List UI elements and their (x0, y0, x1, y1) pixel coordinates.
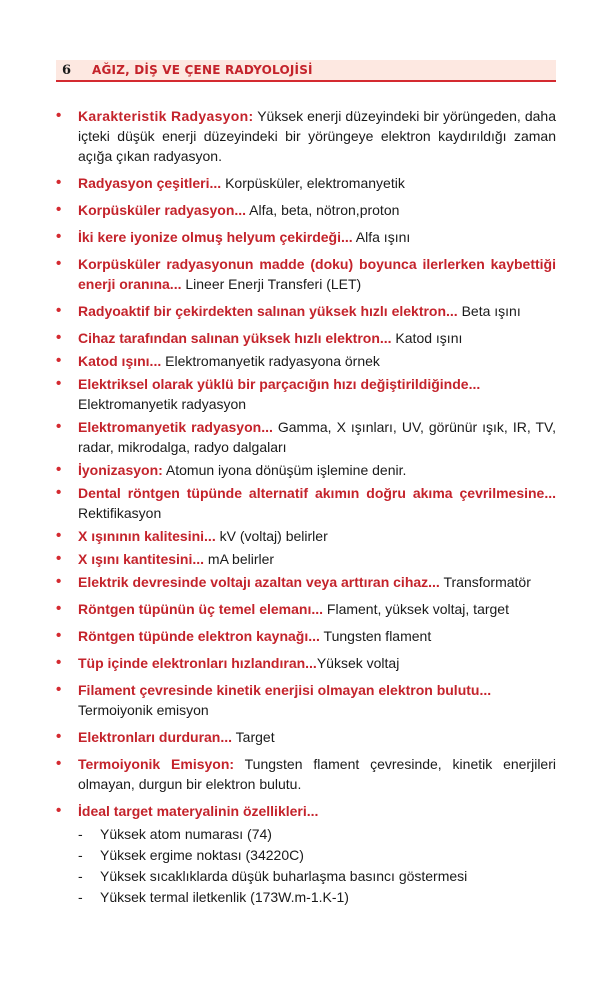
list-item (56, 680, 556, 720)
definition-list (56, 106, 556, 915)
item-term: İdeal target materyalinin özellikleri... (78, 803, 319, 819)
bullet-icon: • (56, 802, 62, 819)
bullet-icon: • (56, 654, 62, 671)
list-item (56, 626, 556, 646)
item-definition: Atomun iyona dönüşüm işlemine denir. (162, 462, 407, 478)
item-term: Dental röntgen tüpünde alternatif akımın doğru akıma çevrilmesine... (78, 485, 556, 501)
item-definition: Alfa ışını (352, 229, 411, 245)
item-definition: Termoiyonik emisyon (78, 702, 209, 718)
bullet-icon: • (56, 755, 62, 772)
list-item (56, 200, 556, 220)
sub-item-text: Yüksek termal iletkenlik (173W.m-1.K-1) (100, 889, 349, 905)
bullet-icon: • (56, 201, 62, 218)
item-definition: Tungsten flament çevresinde, kinetik enerjileri olmayan, durgun bir elektron bulutu. (78, 756, 556, 792)
page-number: 6 (62, 62, 72, 78)
list-item (56, 599, 556, 619)
sub-list-item (78, 866, 556, 887)
item-term: Filament çevresinde kinetik enerjisi olmayan elektron bulutu... (78, 682, 492, 698)
item-term: Korpüsküler radyasyon... (78, 202, 247, 218)
list-item (56, 483, 556, 523)
item-definition: Elektromanyetik radyasyon (78, 396, 247, 412)
item-definition: Transformatör (439, 574, 531, 590)
item-definition: Yüksek enerji düzeyindeki bir yörüngeden, daha içteki düşük enerji düzeyindeki bir yörüngeye elektron kaydırıldığı zaman açığa çıkan radyasyon. (78, 108, 556, 164)
bullet-icon: • (56, 255, 62, 272)
bullet-icon: • (56, 107, 62, 124)
list-item (56, 301, 556, 321)
item-term: Elektromanyetik radyasyon... (78, 419, 273, 435)
item-definition: Flament, yüksek voltaj, target (323, 601, 509, 617)
bullet-icon: • (56, 484, 62, 501)
sub-list (78, 824, 556, 908)
running-header (56, 60, 556, 82)
item-term: Röntgen tüpünün üç temel elemanı... (78, 601, 324, 617)
dash-icon: - (78, 847, 83, 863)
sub-list-item (78, 887, 556, 908)
item-definition: Gamma, X ışınları, UV, görünür ışık, IR, TV, radar, mikrodalga, radyo dalgaları (78, 419, 556, 455)
item-term: Röntgen tüpünde elektron kaynağı... (78, 628, 320, 644)
item-definition: Elektromanyetik radyasyona örnek (161, 353, 380, 369)
header-title: AĞIZ, DİŞ VE ÇENE RADYOLOJİSİ (92, 63, 313, 77)
dash-icon: - (78, 826, 83, 842)
list-item (56, 351, 556, 371)
bullet-icon: • (56, 329, 62, 346)
list-item (56, 254, 556, 294)
list-item (56, 754, 556, 794)
item-definition: Tungsten flament (319, 628, 432, 644)
item-definition: Alfa, beta, nötron,proton (246, 202, 400, 218)
item-definition: Yüksek voltaj (316, 655, 400, 671)
bullet-icon: • (56, 527, 62, 544)
list-item (56, 374, 556, 414)
item-definition: mA belirler (204, 551, 275, 567)
item-term: Karakteristik Radyasyon: (78, 108, 254, 124)
sub-item-text: Yüksek atom numarası (74) (100, 826, 272, 842)
item-term: Radyasyon çeşitleri... (78, 175, 222, 191)
list-item (56, 653, 556, 673)
item-term: X ışını kantitesini... (78, 551, 205, 567)
item-term: İki kere iyonize olmuş helyum çekirdeği... (78, 229, 353, 245)
list-item (56, 549, 556, 569)
item-definition: Beta ışını (457, 303, 521, 319)
list-item (56, 801, 556, 908)
list-item (56, 572, 556, 592)
sub-list-item (78, 845, 556, 866)
list-item (56, 417, 556, 457)
bullet-icon: • (56, 600, 62, 617)
item-term: Elektriksel olarak yüklü bir parçacığın hızı değiştirildiğinde... (78, 376, 481, 392)
item-term: İyonizasyon: (78, 462, 163, 478)
item-term: Katod ışını... (78, 353, 162, 369)
item-term: Tüp içinde elektronları hızlandıran... (78, 655, 317, 671)
item-definition: Katod ışını (391, 330, 463, 346)
list-item (56, 227, 556, 247)
dash-icon: - (78, 889, 83, 905)
list-item (56, 328, 556, 348)
bullet-icon: • (56, 681, 62, 698)
list-item (56, 106, 556, 166)
bullet-icon: • (56, 174, 62, 191)
sub-item-text: Yüksek sıcaklıklarda düşük buharlaşma basıncı göstermesi (100, 868, 468, 884)
bullet-icon: • (56, 627, 62, 644)
item-definition: Target (232, 729, 275, 745)
bullet-icon: • (56, 375, 62, 392)
item-term: Korpüsküler radyasyonun madde (doku) boyunca ilerlerken kaybettiği enerji oranına... (78, 256, 556, 292)
item-term: Termoiyonik Emisyon: (78, 756, 235, 772)
list-item (56, 173, 556, 193)
list-item (56, 460, 556, 480)
item-term: Elektronları durduran... (78, 729, 233, 745)
sub-list-item (78, 824, 556, 845)
bullet-icon: • (56, 418, 62, 435)
item-term: Radyoaktif bir çekirdekten salınan yüksek hızlı elektron... (78, 303, 458, 319)
bullet-icon: • (56, 550, 62, 567)
item-definition: Lineer Enerji Transferi (LET) (181, 276, 362, 292)
list-item (56, 526, 556, 546)
item-term: Cihaz tarafından salınan yüksek hızlı elektron... (78, 330, 392, 346)
item-definition: kV (voltaj) belirler (215, 528, 328, 544)
bullet-icon: • (56, 228, 62, 245)
list-item (56, 727, 556, 747)
item-term: X ışınının kalitesini... (78, 528, 216, 544)
sub-item-text: Yüksek ergime noktası (34220C) (100, 847, 304, 863)
bullet-icon: • (56, 302, 62, 319)
item-definition: Rektifikasyon (78, 505, 162, 521)
bullet-icon: • (56, 573, 62, 590)
bullet-icon: • (56, 461, 62, 478)
item-term: Elektrik devresinde voltajı azaltan veya arttıran cihaz... (78, 574, 440, 590)
item-definition: Korpüsküler, elektromanyetik (221, 175, 405, 191)
dash-icon: - (78, 868, 83, 884)
bullet-icon: • (56, 728, 62, 745)
bullet-icon: • (56, 352, 62, 369)
